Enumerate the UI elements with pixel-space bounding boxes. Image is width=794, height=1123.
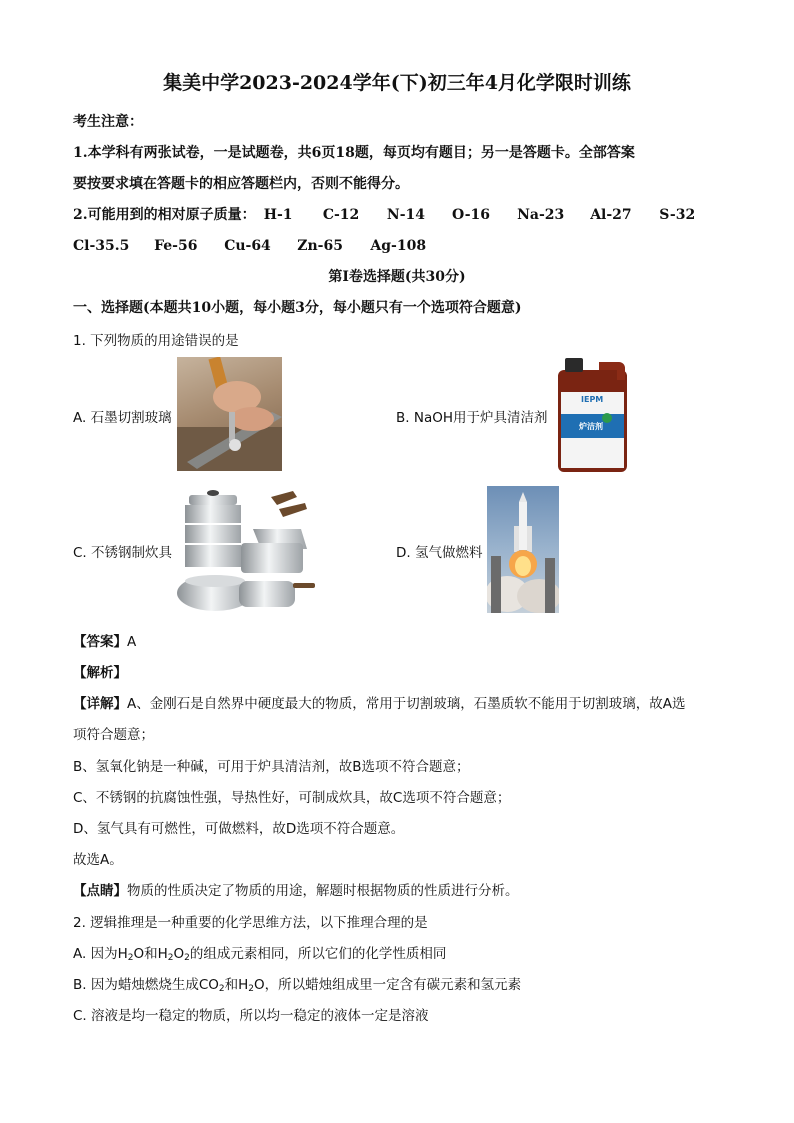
atomic-mass: Al-27: [590, 207, 632, 223]
atomic-mass: H-1: [263, 207, 293, 223]
q2-option-b: [73, 973, 521, 993]
atomic-mass: Cl-35.5: [73, 238, 130, 254]
atomic-mass-row-2: [73, 235, 426, 254]
subscript: 2: [184, 953, 190, 963]
atomic-mass: O-16: [452, 207, 491, 223]
answer-tag: 【答案】: [73, 634, 127, 650]
q1-detail-line-2: 项符合题意；: [73, 727, 154, 743]
question-1-stem: 1. 下列物质的用途错误的是: [73, 333, 239, 349]
canister-label: 炉洁剂: [579, 422, 603, 431]
text-run: O和H: [133, 946, 168, 962]
q2-option-a: [73, 942, 446, 962]
q1-detail-line-1: [73, 692, 685, 712]
q1-detail-line-5: D、氢气具有可燃性，可做燃料，故D选项不符合题意。: [73, 821, 405, 837]
q1-analysis-tag: [73, 661, 127, 681]
text-run: O，所以蜡烛组成里一定含有碳元素和氢元素: [254, 977, 522, 993]
notice-line-1: 1.本学科有两张试卷，一是试题卷，共6页18题，每页均有题目；另一是答题卡。全部答案: [73, 145, 635, 161]
stainless-cookware-photo: [175, 485, 317, 615]
q1-conclusion: 故选A。: [73, 852, 123, 868]
atomic-mass-label: 2.可能用到的相对原子质量：: [73, 207, 256, 223]
atomic-mass: Fe-56: [154, 238, 198, 254]
atomic-mass: N-14: [386, 207, 425, 223]
detail-tag: 【详解】: [73, 696, 127, 712]
q1-option-d: D. 氢气做燃料: [396, 545, 483, 561]
notice-line-2: 要按要求填在答题卡的相应答题栏内，否则不能得分。: [73, 176, 409, 192]
atomic-mass: S-32: [659, 207, 696, 223]
oven-cleaner-canister-photo: [555, 356, 630, 474]
atomic-mass-row-1: [73, 204, 695, 224]
q2-option-c: C. 溶液是均一稳定的物质，所以均一稳定的液体一定是溶液: [73, 1008, 429, 1024]
rocket-launch-photo: [487, 486, 559, 613]
page-title: 集美中学2023-2024学年(下)初三年4月化学限时训练: [163, 72, 631, 94]
q1-detail-line-4: C、不锈钢的抗腐蚀性强，导热性好，可制成炊具，故C选项不符合题意；: [73, 790, 511, 806]
analysis-tag: 【解析】: [73, 665, 127, 681]
atomic-mass: Na-23: [517, 207, 565, 223]
atomic-mass: Cu-64: [224, 238, 271, 254]
q1-comment: [73, 879, 519, 899]
glass-cutting-photo: [177, 357, 282, 471]
text-run: 的组成元素相同，所以它们的化学性质相同: [189, 946, 447, 962]
text-run: 和H: [224, 977, 249, 993]
subscript: 2: [127, 953, 134, 963]
section-instruction: 一、选择题(本题共10小题，每小题3分，每小题只有一个选项符合题意): [73, 300, 522, 316]
q1-detail-line-3: B、氢氧化钠是一种碱，可用于炉具清洁剂，故B选项不符合题意；: [73, 759, 470, 775]
text-run: B. 因为蜡烛燃烧生成CO: [73, 977, 219, 993]
notice-heading: 考生注意：: [73, 114, 143, 130]
subscript: 2: [218, 984, 225, 994]
subscript: 2: [167, 953, 174, 963]
q1-option-a: A. 石墨切割玻璃: [73, 410, 172, 426]
section-title: 第I卷选择题(共30分): [328, 269, 466, 285]
detail-text: A、金刚石是自然界中硬度最大的物质，常用于切割玻璃，石墨质软不能用于切割玻璃，故A选: [127, 696, 686, 712]
q1-option-b: B. NaOH用于炉具清洁剂: [396, 410, 548, 426]
atomic-mass: Ag-108: [370, 238, 427, 254]
canister-brand: IEPM: [581, 395, 604, 404]
subscript: 2: [248, 984, 255, 994]
comment-tag: 【点睛】: [73, 883, 127, 899]
atomic-mass: Zn-65: [297, 238, 343, 254]
q1-answer: [73, 630, 136, 650]
question-2-stem: 2. 逻辑推理是一种重要的化学思维方法，以下推理合理的是: [73, 915, 428, 931]
text-run: A. 因为H: [73, 946, 128, 962]
answer-value: A: [127, 634, 137, 650]
q1-option-c: C. 不锈钢制炊具: [73, 545, 173, 561]
atomic-mass: C-12: [322, 207, 360, 223]
text-run: O: [173, 946, 185, 962]
comment-text: 物质的性质决定了物质的用途，解题时根据物质的性质进行分析。: [127, 883, 519, 899]
